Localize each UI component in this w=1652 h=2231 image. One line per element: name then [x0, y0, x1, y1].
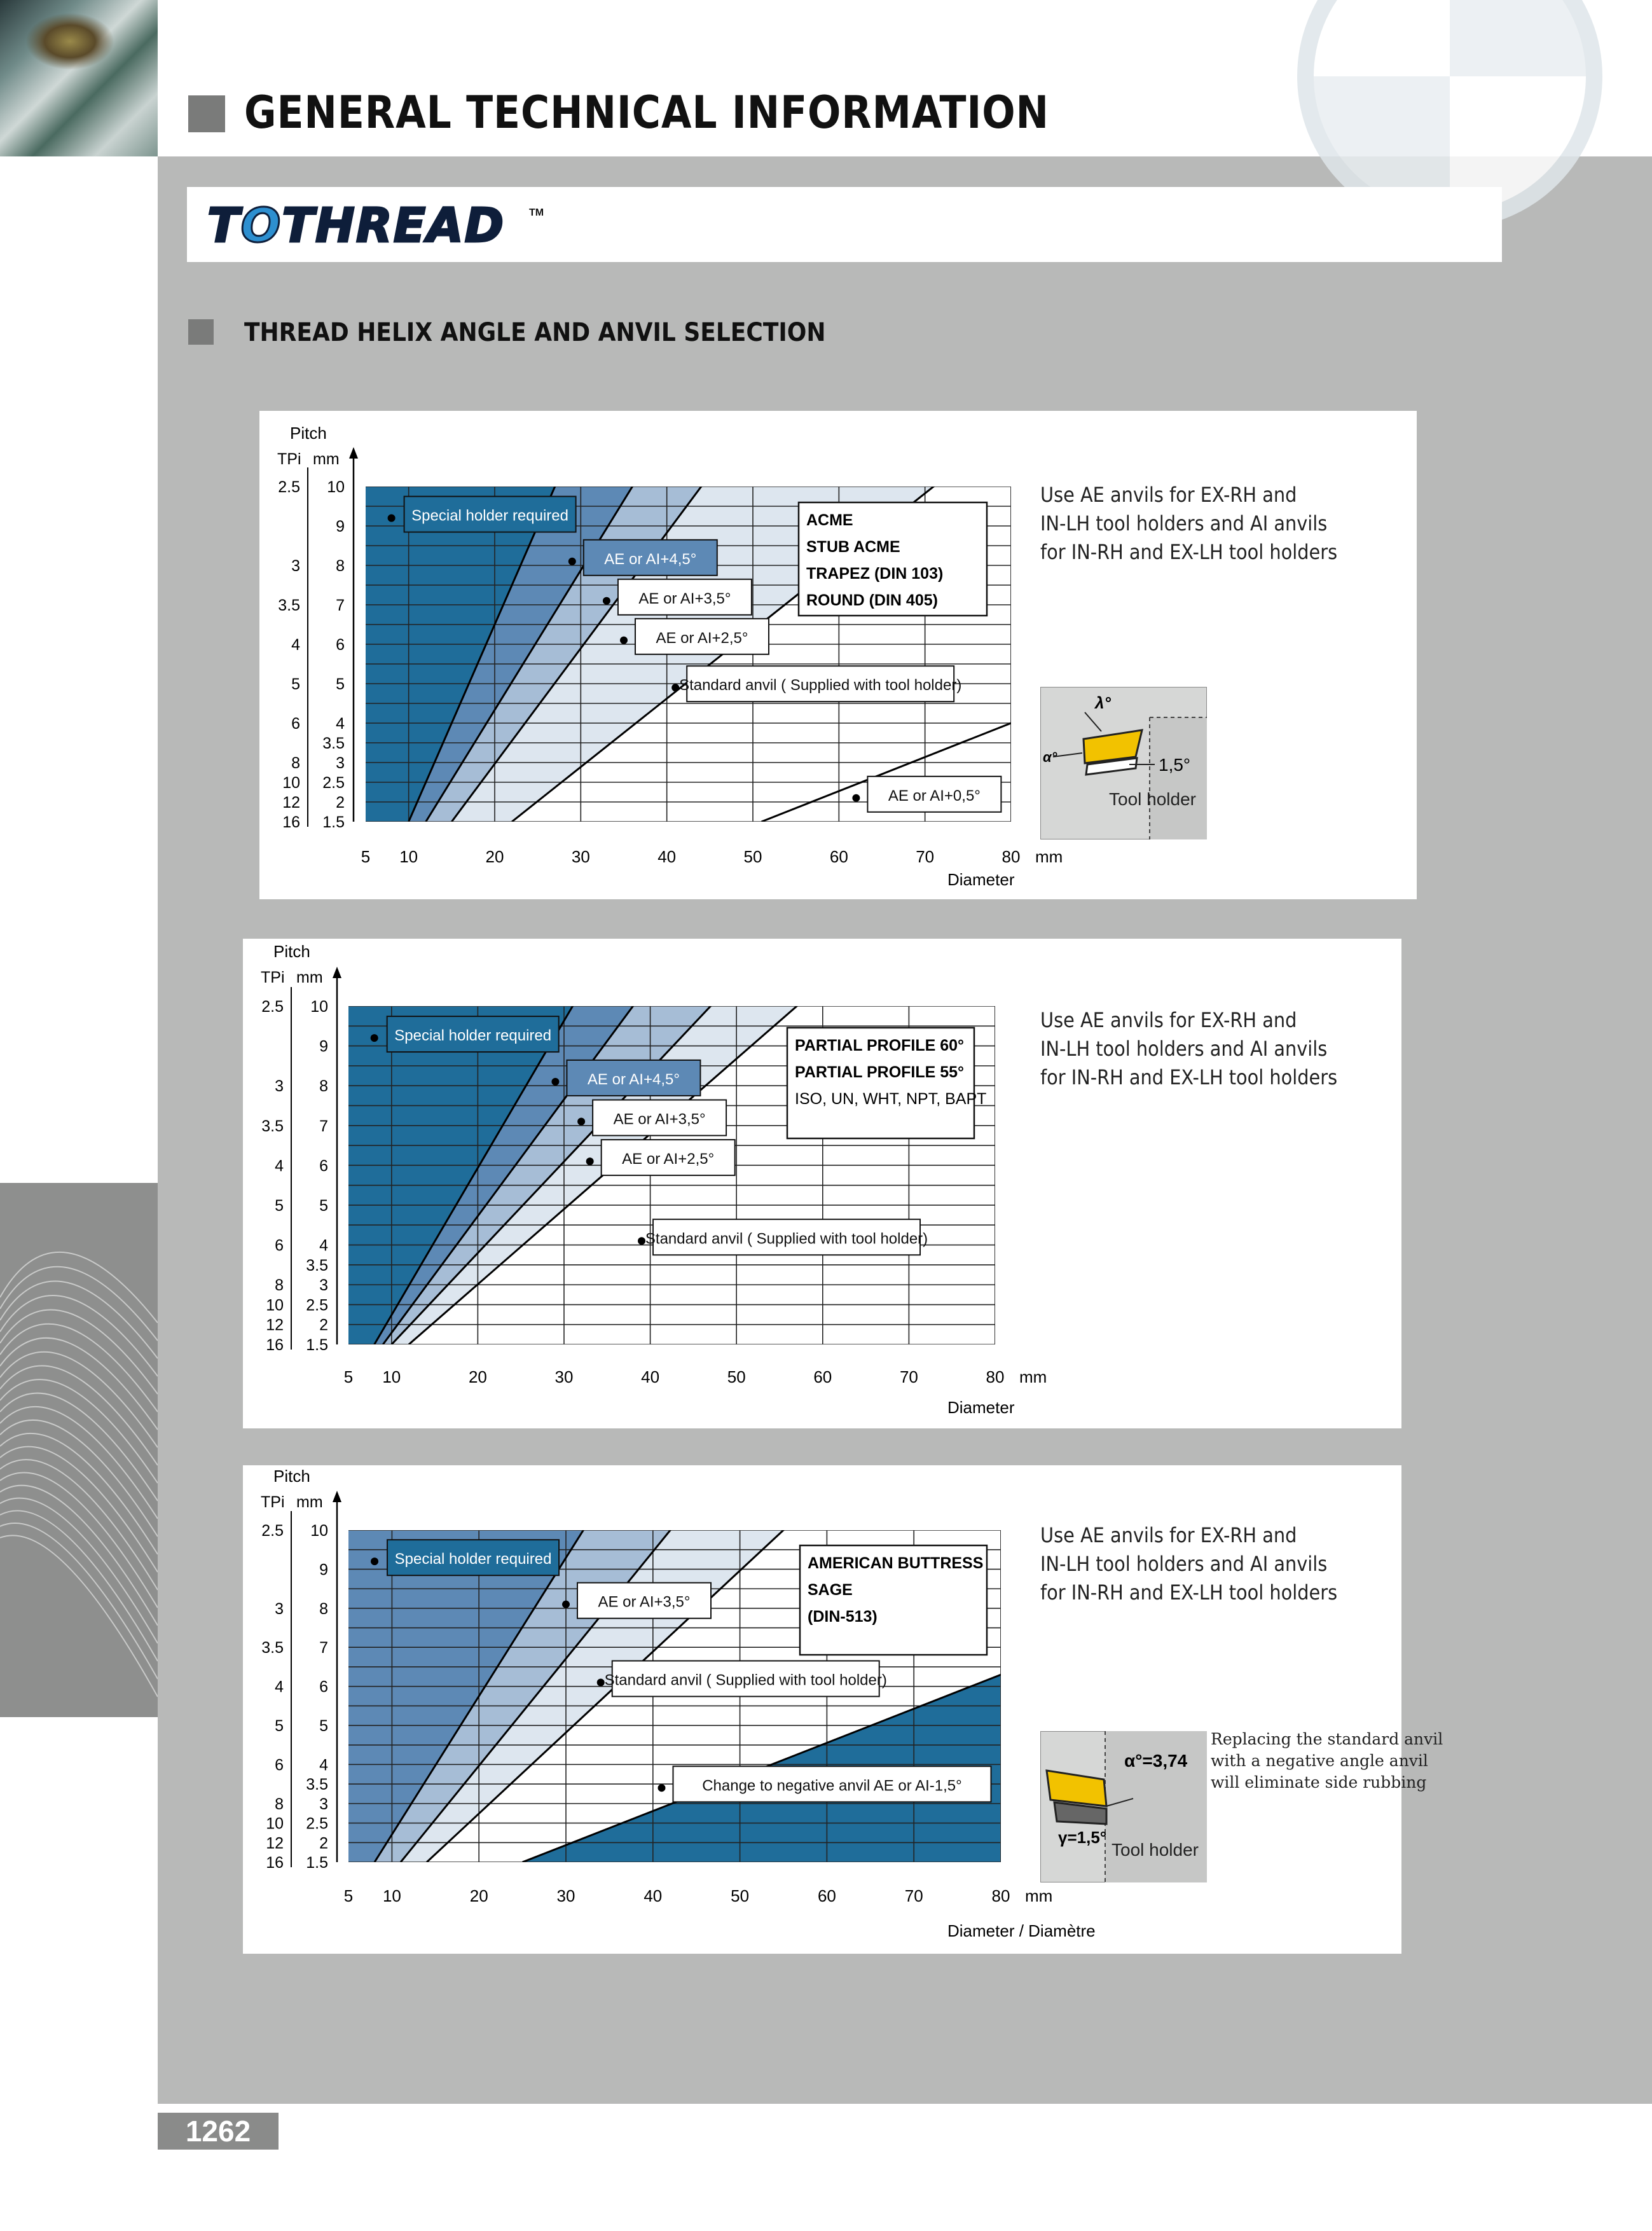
y-tick-label-tpi: 3.5 [261, 1639, 284, 1657]
y-tick-label-mm: 10 [327, 478, 345, 496]
y-tick-label-mm: 1.5 [306, 1854, 328, 1872]
y-tick-label-mm: 8 [319, 1599, 328, 1618]
y-tick-label-tpi: 3 [275, 1077, 284, 1096]
y-tick-label-mm: 3.5 [306, 1776, 328, 1794]
mm-label: mm [313, 450, 340, 468]
zone-label: Change to negative anvil AE or AI-1,5° [702, 1777, 962, 1795]
tool-holder-label: Tool holder [1109, 789, 1196, 809]
tool-holder-diagram-3 [1040, 1731, 1207, 1882]
page-title: GENERAL TECHNICAL INFORMATION [244, 86, 1049, 139]
note-line: IN-LH tool holders and AI anvils [1040, 511, 1328, 535]
y-tick-label-mm: 9 [336, 518, 345, 535]
y-tick-label-tpi: 16 [266, 1336, 284, 1354]
x-tick-label: 20 [485, 847, 504, 866]
tpi-label: TPi [261, 1493, 285, 1511]
caption-line: with a negative angle anvil [1211, 1751, 1428, 1770]
y-tick-label-mm: 4 [336, 715, 345, 733]
y-tick-label-tpi: 10 [266, 1296, 284, 1315]
x-tick-label: 60 [813, 1367, 832, 1386]
zone-label: AE or AI+3,5° [598, 1593, 691, 1611]
note-line: IN-LH tool holders and AI anvils [1040, 1552, 1328, 1576]
zone-label: AE or AI+2,5° [656, 629, 748, 647]
y-tick-label-mm: 1.5 [306, 1336, 328, 1354]
y-tick-label-tpi: 2.5 [278, 478, 300, 496]
profile-legend-item: ROUND (DIN 405) [806, 591, 938, 609]
y-tick-label-mm: 10 [310, 998, 328, 1016]
x-tick-label: 40 [644, 1886, 663, 1905]
y-tick-label-tpi: 3.5 [261, 1117, 284, 1135]
y-tick-label-tpi: 10 [282, 774, 300, 792]
y-tick-label-tpi: 16 [266, 1854, 284, 1872]
y-tick-label-mm: 3.5 [306, 1256, 328, 1274]
y-tick-label-tpi: 12 [282, 794, 300, 812]
label-marker [371, 1558, 378, 1565]
y-tick-label-tpi: 4 [275, 1678, 284, 1696]
zone-label: AE or AI+4,5° [604, 550, 697, 568]
x-unit-label: mm [1035, 847, 1063, 866]
x-tick-label: 80 [991, 1886, 1010, 1905]
x-tick-label: 5 [361, 847, 371, 866]
profile-legend-item: (DIN-513) [808, 1608, 878, 1626]
section-title: THREAD HELIX ANGLE AND ANVIL SELECTION [244, 318, 826, 347]
y-tick-label-tpi: 3.5 [278, 597, 300, 614]
x-unit-label: mm [1019, 1367, 1047, 1386]
y-tick-label-mm: 4 [319, 1236, 328, 1255]
x-tick-label: 30 [571, 847, 590, 866]
zone-label: AE or AI+3,5° [638, 590, 731, 607]
x-tick-label: 50 [727, 1367, 746, 1386]
y-axis-arrow-icon [333, 1491, 341, 1502]
profile-legend-item: ACME [806, 511, 853, 529]
y-tick-label-tpi: 4 [275, 1157, 284, 1175]
y-tick-label-tpi: 4 [291, 636, 300, 654]
angle-label: 1,5° [1159, 755, 1191, 775]
anvil-caption [1211, 1729, 1443, 1793]
y-tick-label-mm: 3 [319, 1276, 328, 1295]
pitch-label: Pitch [273, 942, 310, 961]
profile-legend-item: SAGE [808, 1581, 853, 1599]
y-tick-label-mm: 2 [319, 1316, 328, 1334]
trademark-mark: TM [529, 207, 544, 218]
x-tick-label: 5 [343, 1367, 354, 1386]
note-line: for IN-RH and EX-LH tool holders [1040, 1065, 1338, 1089]
y-tick-label-mm: 3 [336, 754, 345, 772]
x-tick-label: 80 [986, 1367, 1005, 1386]
zone-label: AE or AI+2,5° [622, 1150, 715, 1168]
tool-holder-label: Tool holder [1112, 1840, 1199, 1860]
y-tick-label-mm: 7 [336, 597, 345, 614]
x-tick-label: 10 [382, 1886, 401, 1905]
y-tick-label-mm: 6 [336, 636, 345, 654]
y-tick-label-mm: 6 [319, 1157, 328, 1175]
zone-label: AE or AI+3,5° [613, 1110, 706, 1128]
y-tick-label-tpi: 6 [291, 715, 300, 733]
y-tick-label-tpi: 16 [282, 813, 300, 831]
x-axis-title: Diameter [947, 1398, 1015, 1417]
y-tick-label-tpi: 8 [275, 1795, 284, 1813]
y-tick-label-mm: 3.5 [322, 735, 345, 752]
y-tick-label-mm: 2 [336, 794, 345, 812]
anvil-note-3 [1040, 1521, 1337, 1607]
x-unit-label: mm [1025, 1886, 1053, 1905]
note-line: Use AE anvils for EX-RH and [1040, 1008, 1297, 1032]
zone-label: Standard anvil ( Supplied with tool holder) [645, 1230, 928, 1248]
holder-body [1150, 717, 1207, 839]
zone-label: Standard anvil ( Supplied with tool holder) [679, 677, 962, 694]
label-marker [562, 1601, 570, 1608]
y-tick-label-tpi: 5 [275, 1717, 284, 1736]
caption-line: will eliminate side rubbing [1211, 1773, 1427, 1792]
pitch-label: Pitch [273, 1467, 310, 1486]
label-marker [597, 1679, 605, 1687]
y-tick-label-mm: 5 [336, 675, 345, 693]
anvil-note-2 [1040, 1006, 1337, 1092]
y-tick-label-mm: 5 [319, 1196, 328, 1215]
y-tick-label-mm: 6 [319, 1678, 328, 1696]
x-tick-label: 10 [382, 1367, 401, 1386]
label-marker [657, 1784, 665, 1792]
y-tick-label-mm: 5 [319, 1717, 328, 1736]
tpi-label: TPi [261, 969, 285, 986]
zone-label: AE or AI+4,5° [587, 1070, 680, 1088]
y-tick-label-mm: 2.5 [306, 1814, 328, 1833]
note-line: Use AE anvils for EX-RH and [1040, 483, 1297, 507]
x-tick-label: 60 [817, 1886, 836, 1905]
note-line: Use AE anvils for EX-RH and [1040, 1523, 1297, 1547]
note-line: for IN-RH and EX-LH tool holders [1040, 1580, 1338, 1605]
x-tick-label: 30 [554, 1367, 574, 1386]
x-tick-label: 30 [556, 1886, 575, 1905]
x-tick-label: 10 [399, 847, 418, 866]
profile-legend-item: ISO, UN, WHT, NPT, BAPT [795, 1090, 987, 1108]
x-tick-label: 80 [1002, 847, 1021, 866]
x-tick-label: 70 [916, 847, 935, 866]
tpi-label: TPi [277, 450, 301, 468]
x-tick-label: 60 [829, 847, 848, 866]
zone-group [342, 1452, 1569, 1868]
mm-label: mm [296, 1493, 323, 1511]
gamma-label: γ=1,5° [1058, 1828, 1107, 1847]
caption-line: Replacing the standard anvil [1211, 1730, 1443, 1748]
alpha-label: α°=3,74 [1124, 1751, 1188, 1771]
y-tick-label-mm: 9 [319, 1561, 328, 1579]
x-tick-label: 70 [904, 1886, 923, 1905]
lambda-label: λ° [1095, 693, 1111, 712]
y-tick-label-mm: 3 [319, 1795, 328, 1813]
y-tick-label-mm: 2.5 [322, 774, 345, 792]
y-tick-label-mm: 2 [319, 1834, 328, 1853]
y-tick-label-mm: 8 [336, 557, 345, 575]
x-tick-label: 70 [899, 1367, 918, 1386]
y-tick-label-tpi: 8 [291, 754, 300, 772]
x-tick-label: 40 [657, 847, 677, 866]
y-tick-label-tpi: 5 [275, 1196, 284, 1215]
profile-legend-item: AMERICAN BUTTRESS [808, 1554, 984, 1572]
x-tick-label: 40 [641, 1367, 660, 1386]
y-tick-label-mm: 7 [319, 1117, 328, 1135]
page-number: 1262 [158, 2113, 279, 2150]
x-axis-title: Diameter [947, 870, 1015, 889]
y-tick-label-mm: 10 [310, 1522, 328, 1540]
y-tick-label-mm: 4 [319, 1756, 328, 1774]
y-tick-label-tpi: 5 [291, 675, 300, 693]
y-tick-label-tpi: 12 [266, 1834, 284, 1853]
y-tick-label-tpi: 10 [266, 1814, 284, 1833]
y-tick-label-mm: 8 [319, 1077, 328, 1096]
profile-legend-item: TRAPEZ (DIN 103) [806, 565, 944, 583]
y-tick-label-tpi: 2.5 [261, 998, 284, 1016]
zone-label: Special holder required [394, 1027, 552, 1045]
x-tick-label: 50 [743, 847, 762, 866]
y-tick-label-tpi: 6 [275, 1756, 284, 1774]
y-tick-label-tpi: 3 [275, 1599, 284, 1618]
profile-legend-item: STUB ACME [806, 538, 900, 556]
x-tick-label: 50 [731, 1886, 750, 1905]
note-line: IN-LH tool holders and AI anvils [1040, 1037, 1328, 1061]
tothread-logo: TOTHREAD [207, 198, 506, 253]
x-tick-label: 5 [343, 1886, 354, 1905]
y-tick-label-tpi: 8 [275, 1276, 284, 1295]
y-tick-label-mm: 2.5 [306, 1296, 328, 1315]
x-tick-label: 20 [469, 1886, 488, 1905]
y-tick-label-tpi: 2.5 [261, 1522, 284, 1540]
x-tick-label: 20 [468, 1367, 487, 1386]
zone-label: Special holder required [394, 1551, 552, 1568]
y-tick-label-tpi: 3 [291, 557, 300, 575]
y-tick-label-mm: 7 [319, 1639, 328, 1657]
tool-holder-diagram-1 [1040, 687, 1207, 839]
y-tick-label-mm: 9 [319, 1037, 328, 1056]
y-tick-label-tpi: 6 [275, 1236, 284, 1255]
y-tick-label-tpi: 12 [266, 1316, 284, 1334]
alpha-label: α° [1043, 749, 1057, 765]
zone-label: Standard anvil ( Supplied with tool holder) [604, 1671, 887, 1689]
zone-label: Special holder required [411, 507, 569, 525]
x-axis-title: Diameter / Diamètre [947, 1921, 1096, 1940]
y-tick-label-mm: 1.5 [322, 813, 345, 831]
pitch-label: Pitch [290, 424, 327, 443]
mm-label: mm [296, 969, 323, 986]
profile-legend-item: PARTIAL PROFILE 55° [795, 1063, 965, 1081]
zone-label: AE or AI+0,5° [888, 787, 981, 805]
anvil-note-1 [1040, 481, 1337, 567]
note-line: for IN-RH and EX-LH tool holders [1040, 540, 1338, 564]
profile-legend-item: PARTIAL PROFILE 60° [795, 1037, 965, 1054]
